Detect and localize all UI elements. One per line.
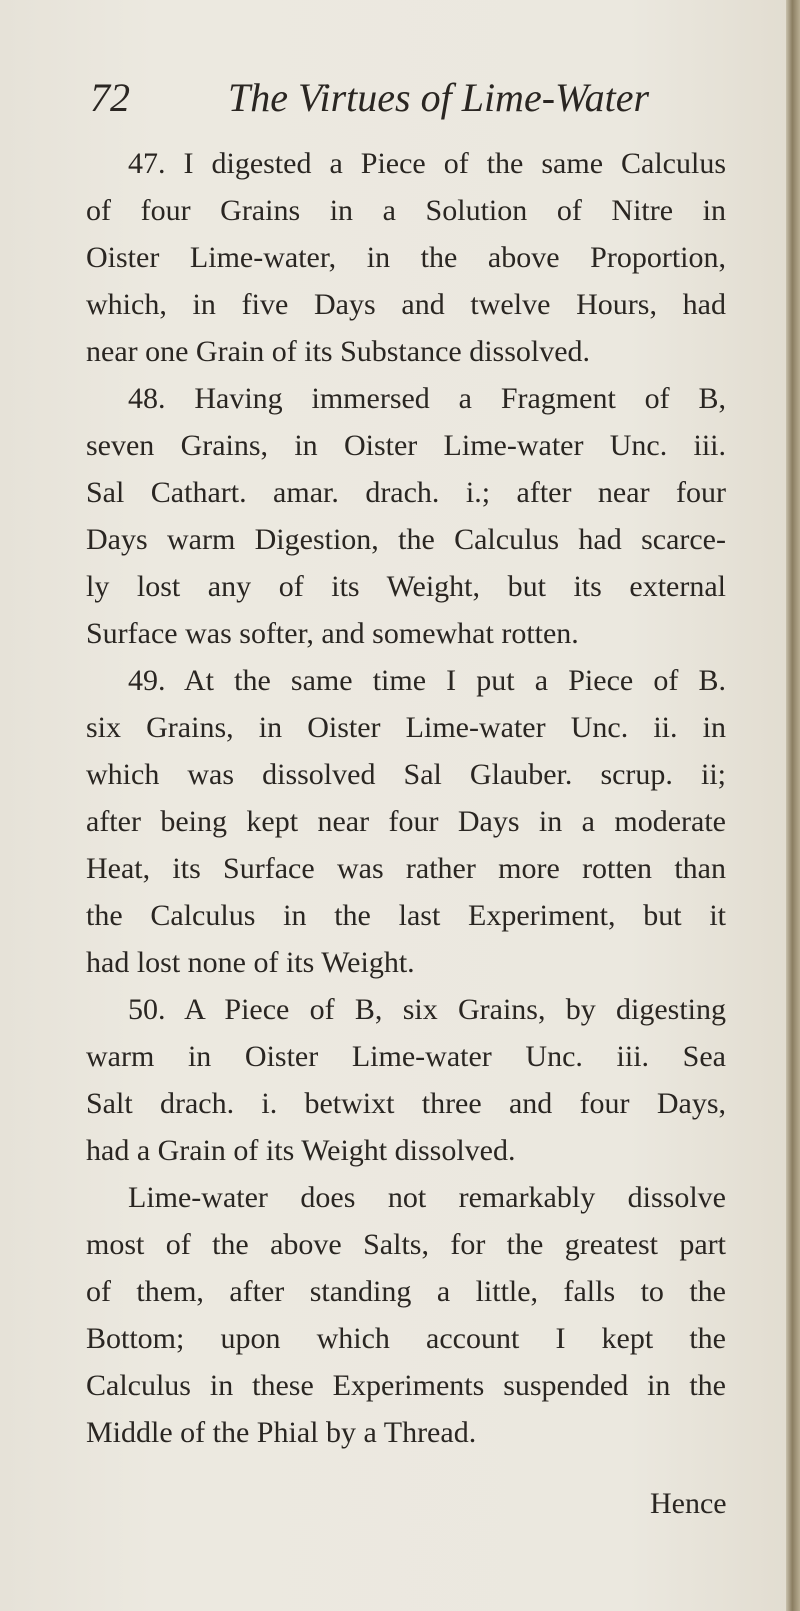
text-line: Lime-water does not remarkably dissolve — [128, 1181, 726, 1214]
page-edge — [786, 0, 800, 1611]
text-line: which was dissolved Sal Glauber. scrup. ii; — [86, 758, 726, 791]
page-number: 72 — [90, 75, 130, 120]
text-line: seven Grains, in Oister Lime-water Unc. iii. — [86, 429, 726, 462]
text-line: most of the above Salts, for the greatest part — [86, 1228, 726, 1261]
text-line: 50. A Piece of B, six Grains, by digesting — [128, 993, 726, 1026]
text-line: Surface was softer, and somewhat rotten. — [86, 617, 579, 650]
text-line: after being kept near four Days in a moderate — [86, 805, 726, 838]
text-line: Oister Lime-water, in the above Proportion, — [86, 241, 726, 274]
text-line: had a Grain of its Weight dissolved. — [86, 1134, 516, 1167]
running-head: The Virtues of Lime-Water — [228, 75, 650, 120]
text-line: the Calculus in the last Experiment, but it — [86, 899, 726, 932]
text-line: Heat, its Surface was rather more rotten than — [86, 852, 726, 885]
text-line: Salt drach. i. betwixt three and four Days, — [86, 1087, 726, 1120]
body-text — [86, 140, 726, 1456]
text-line: Calculus in these Experiments suspended in the — [86, 1369, 726, 1402]
text-line: of four Grains in a Solution of Nitre in — [86, 194, 726, 227]
text-line: six Grains, in Oister Lime-water Unc. ii. in — [86, 711, 726, 744]
text-line: Sal Cathart. amar. drach. i.; after near four — [86, 476, 726, 509]
text-line: 47. I digested a Piece of the same Calculus — [128, 147, 726, 180]
text-line: near one Grain of its Substance dissolved. — [86, 335, 591, 368]
text-line: which, in five Days and twelve Hours, had — [86, 288, 726, 321]
text-line: Bottom; upon which account I kept the — [86, 1322, 726, 1355]
page-header — [80, 70, 720, 130]
text-line: had lost none of its Weight. — [86, 946, 415, 979]
text-line: Days warm Digestion, the Calculus had scarce- — [86, 523, 726, 556]
text-line: warm in Oister Lime-water Unc. iii. Sea — [86, 1040, 726, 1073]
text-line: 48. Having immersed a Fragment of B, — [128, 382, 726, 415]
text-line: 49. At the same time I put a Piece of B. — [128, 664, 726, 697]
text-line: ly lost any of its Weight, but its external — [86, 570, 726, 603]
text-line: Middle of the Phial by a Thread. — [86, 1416, 477, 1449]
catchword: Hence — [650, 1487, 727, 1520]
text-line: of them, after standing a little, falls to the — [86, 1275, 726, 1308]
